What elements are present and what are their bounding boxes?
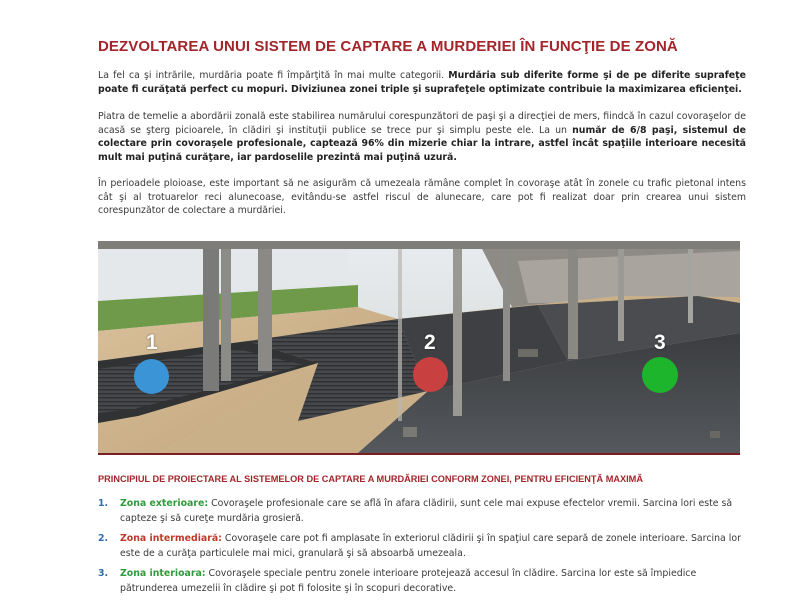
list-number: 1. xyxy=(98,498,109,509)
zone-description: Covoraşele profesionale care se află în afara clădirii, sunt cele mai expuse efectelor vremii. Sarcina lori este să capteze şi să cureţe murdăria grosieră. xyxy=(120,498,733,524)
zone-description: Covoraşele care pot fi amplasate în exteriorul clădirii şi în spaţiul care separă de zonele interioare. Sarcina lor este de a curăţa particulele mai mici, granulară şi să absoarbă umezeala. xyxy=(120,533,741,559)
list-item xyxy=(98,532,748,561)
entrance-photo xyxy=(98,241,740,455)
list-item xyxy=(98,567,748,596)
list-item xyxy=(98,497,748,526)
zone-marker-3 xyxy=(642,357,678,393)
zone-name: Zona exterioare: xyxy=(120,498,209,509)
steps-paragraph xyxy=(98,110,746,164)
zone-label-2: 2 xyxy=(424,331,436,354)
zone-marker-2 xyxy=(413,357,448,392)
intro-paragraph xyxy=(98,69,746,96)
intro-text: La fel ca şi intrările, murdăria poate fi împărţită în mai multe categorii. xyxy=(98,70,449,81)
page-title: DEZVOLTAREA UNUI SISTEM DE CAPTARE A MURDERIEI ÎN FUNCŢIE DE ZONĂ xyxy=(98,38,678,55)
principle-title: PRINCIPIUL DE PROIECTARE AL SISTEMELOR DE CAPTARE A MURDĂRIEI CONFORM ZONEI, PENTRU EFICIENŢĂ MAXIMĂ xyxy=(98,474,643,484)
list-number: 2. xyxy=(98,533,109,544)
zone-label-1: 1 xyxy=(146,331,158,354)
zone-description: Covoraşele speciale pentru zonele interioare protejează accesul în clădire. Sarcina lor este să împiedice pătrunderea umezelii în clădire şi pot fi folosite şi în scopuri decorative. xyxy=(120,568,697,594)
zone-label-3: 3 xyxy=(654,331,666,354)
zone-marker-1 xyxy=(134,359,169,394)
intro-bold-text: Murdăria sub diferite forme şi de pe diferite suprafeţe poate fi curăţată perfect cu mopuri. Diviziunea zonei triple şi suprafeţele optimizate contribuie la maximizarea eficienţei. xyxy=(98,70,746,95)
zone-name: Zona interioara: xyxy=(120,568,206,579)
zone-list xyxy=(98,497,748,602)
steps-text: Piatra de temelie a abordării zonală este stabilirea numărului corespunzători de paşi şi a direcţiei de mers, fiindcă în cazul covoraşelor de acasă se şterg picioarele, în clădiri şi instituţii publice se trece pur şi simplu peste ele. La un xyxy=(98,111,746,136)
entrance-illustration xyxy=(98,241,740,453)
steps-bold-text: număr de 6/8 paşi, sistemul de colectare prin covoraşele profesionale, captează 96% din mizerie chiar la intrare, astfel încât spaţiile interioare necesită mult mai puţină curăţare, iar pardoselile prezintă mai puţină uzură. xyxy=(98,124,746,163)
zone-name: Zona intermediară: xyxy=(120,533,222,544)
rain-paragraph: În perioadele ploioase, este important să ne asigurăm că umezeala rămâne complet în covoraşe atât în zonele cu trafic pietonal intens cât şi al trotuarelor reci alunecoase, evitându-se astfel riscul de alunecare, care pot fi realizat doar prin crearea unui sistem corespunzător de colectare a murdăriei. xyxy=(98,178,746,217)
list-number: 3. xyxy=(98,568,109,579)
